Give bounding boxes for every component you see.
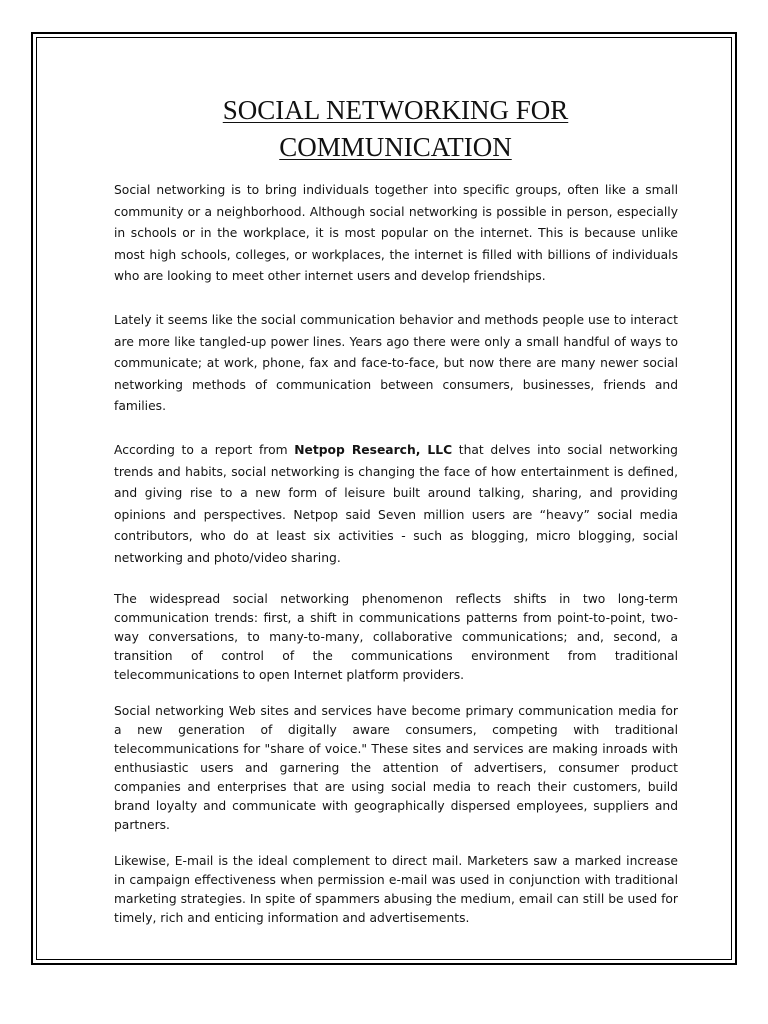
paragraph-communication-methods: Lately it seems like the social communication behavior and methods people use to interact are more like tangled-up power lines. Years ago there were only a small handful of ways to communicate; at work, phone, fax and face-to-face, but now there are many newer social networking methods of communication between consumers, businesses, friends and families. [114,312,678,414]
document-title [114,92,677,166]
netpop-research-name: Netpop Research, LLC [294,442,453,457]
paragraph-netpop-report [114,440,678,570]
document-body [114,180,678,928]
title-line-1: SOCIAL NETWORKING FOR [222,95,569,125]
netpop-text-before: According to a report from [114,442,295,457]
paragraph-web-sites-services: Social networking Web sites and services have become primary communication media for a new generation of digitally aware consumers, competing with traditional telecommunications for "share of voice." These sites and services are making inroads with enthusiastic users and garnering the attention of advertisers, consumer product companies and enterprises that are using social media to reach their customers, build brand loyalty and communicate with geographically dispersed employees, suppliers and partners. [114,703,678,832]
paragraph-social-networking-intro: Social networking is to bring individuals together into specific groups, often like a small community or a neighborhood. Although social networking is possible in person, especially in schools or in the workplace, it is most popular on the internet. This is because unlike most high schools, colleges, or workplaces, the internet is filled with billions of individuals who are looking to meet other internet users and develop friendships. [114,183,678,284]
title-line-2: COMMUNICATION [279,132,512,162]
paragraph-email-marketing: Likewise, E-mail is the ideal complement to direct mail. Marketers saw a marked increase in campaign effectiveness when permission e-mail was used in conjunction with traditional marketing strategies. In spite of spammers abusing the medium, email can still be used for timely, rich and enticing information and advertisements. [114,853,678,925]
paragraph-communication-trends: The widespread social networking phenomenon reflects shifts in two long-term communication trends: first, a shift in communications patterns from point-to-point, two-way conversations, to many-to-many, collaborative communications; and, second, a transition of control of the communications environment from traditional telecommunications to open Internet platform providers. [114,591,678,682]
netpop-text-after: that delves into social networking trends and habits, social networking is changing the face of how entertainment is defined, and giving rise to a new form of leisure built around talking, sharing, and providing opinions and perspectives. Netpop said Seven million users are “heavy” social media contributors, who do at least six activities - such as blogging, micro blogging, social networking and photo/video sharing. [114,442,678,565]
